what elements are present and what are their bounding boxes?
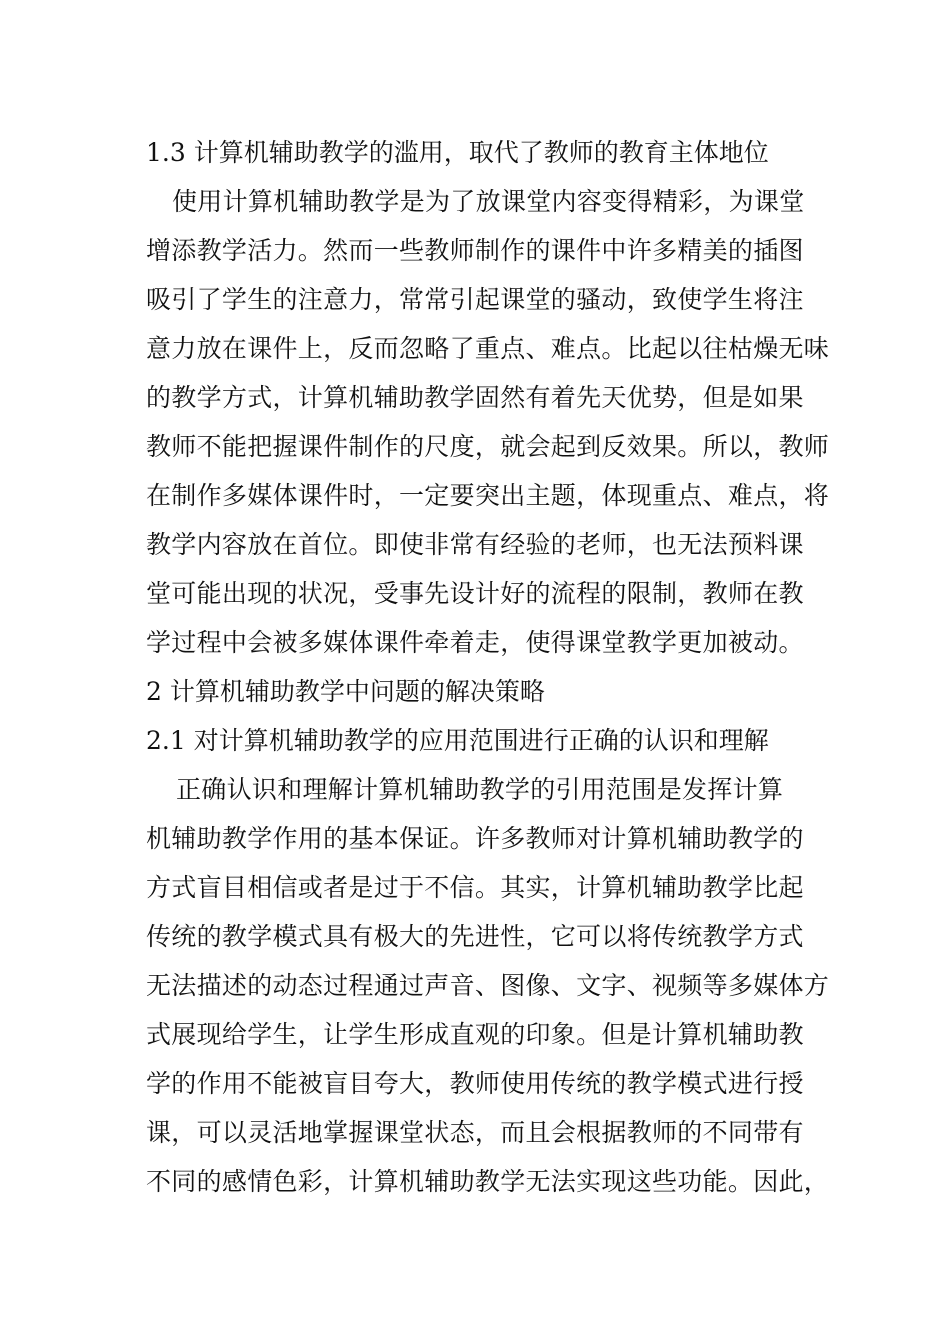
paragraph-1-3 — [146, 177, 830, 667]
paragraph-line: 堂可能出现的状况，受事先设计好的流程的限制，教师在教 — [146, 579, 804, 608]
paragraph-line: 方式盲目相信或者是过于不信。其实，计算机辅助教学比起 — [146, 873, 804, 902]
section-heading-1-3: 1.3 计算机辅助教学的滥用，取代了教师的教育主体地位 — [146, 138, 769, 167]
paragraph-line: 意力放在课件上，反而忽略了重点、难点。比起以往枯燥无味 — [146, 334, 830, 363]
paragraph-2-1 — [146, 765, 830, 1206]
paragraph-line: 课，可以灵活地掌握课堂状态，而且会根据教师的不同带有 — [146, 1118, 804, 1147]
paragraph-line: 正确认识和理解计算机辅助教学的引用范围是发挥计算 — [176, 775, 784, 804]
paragraph-line: 无法描述的动态过程通过声音、图像、文字、视频等多媒体方 — [146, 971, 830, 1000]
paragraph-line: 学的作用不能被盲目夸大，教师使用传统的教学模式进行授 — [146, 1069, 804, 1098]
paragraph-line: 学过程中会被多媒体课件牵着走，使得课堂教学更加被动。 — [146, 628, 804, 657]
paragraph-line: 传统的教学模式具有极大的先进性，它可以将传统教学方式 — [146, 922, 804, 951]
section-heading-2: 2 计算机辅助教学中问题的解决策略 — [146, 677, 545, 706]
paragraph-line: 教学内容放在首位。即使非常有经验的老师，也无法预料课 — [146, 530, 804, 559]
section-heading-2-1: 2.1 对计算机辅助教学的应用范围进行正确的认识和理解 — [146, 726, 769, 755]
paragraph-line: 不同的感情色彩，计算机辅助教学无法实现这些功能。因此， — [146, 1167, 830, 1196]
paragraph-line: 增添教学活力。然而一些教师制作的课件中许多精美的插图 — [146, 236, 804, 265]
paragraph-line: 教师不能把握课件制作的尺度，就会起到反效果。所以，教师 — [146, 432, 830, 461]
paragraph-line: 的教学方式，计算机辅助教学固然有着先天优势，但是如果 — [146, 383, 804, 412]
paragraph-line: 机辅助教学作用的基本保证。许多教师对计算机辅助教学的 — [146, 824, 804, 853]
paragraph-line: 吸引了学生的注意力，常常引起课堂的骚动，致使学生将注 — [146, 285, 804, 314]
paragraph-line: 式展现给学生，让学生形成直观的印象。但是计算机辅助教 — [146, 1020, 804, 1049]
paragraph-line: 使用计算机辅助教学是为了放课堂内容变得精彩，为课堂 — [172, 187, 805, 216]
document-body — [146, 128, 830, 1206]
paragraph-line: 在制作多媒体课件时，一定要突出主题，体现重点、难点，将 — [146, 481, 830, 510]
